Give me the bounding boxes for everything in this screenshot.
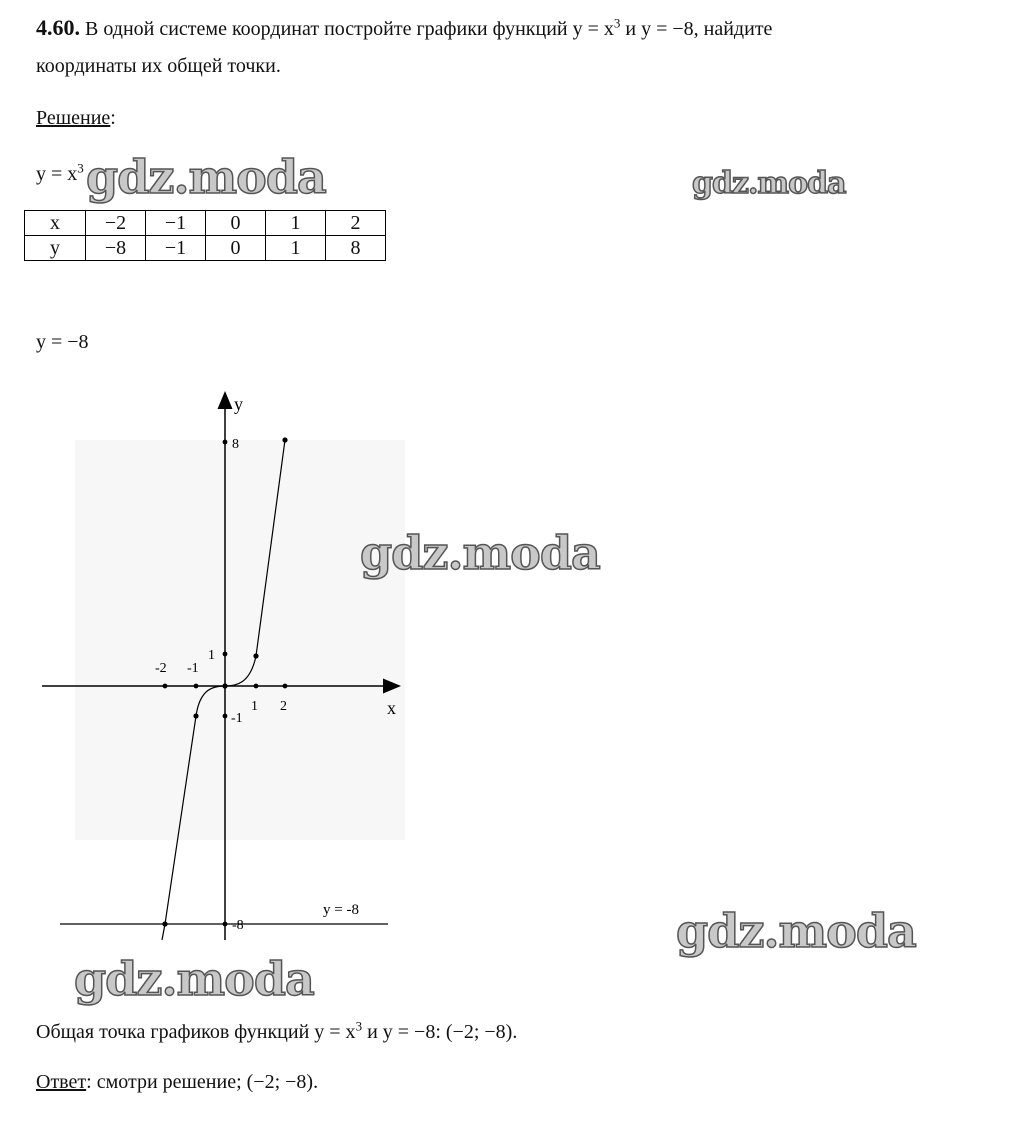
y-tick-8	[223, 440, 228, 445]
function-label-constant: y = −8	[36, 331, 89, 353]
table-cell: 1	[266, 236, 326, 261]
function-label-cubic	[36, 160, 84, 188]
problem-exponent: 3	[613, 15, 621, 31]
y-tick-label: -1	[231, 711, 243, 726]
function-graph	[0, 380, 420, 960]
values-table	[24, 210, 386, 261]
table-cell: −2	[86, 211, 146, 236]
y-tick-minus8	[223, 922, 228, 927]
x-tick-minus1	[194, 684, 199, 689]
common-point-text-b: и y = −8: (−2; −8).	[362, 1021, 518, 1043]
common-point-sentence	[36, 1018, 517, 1046]
y-tick-label: 1	[208, 648, 215, 663]
x-axis-label: x	[387, 698, 396, 718]
point-minus2-minus8	[162, 921, 167, 926]
table-cell: y	[25, 236, 86, 261]
table-row	[25, 211, 386, 236]
y-tick-label: -8	[232, 918, 244, 933]
x-tick-1	[254, 684, 259, 689]
y-tick-minus1	[223, 714, 228, 719]
watermark: gdz.moda	[360, 526, 600, 580]
table-cell: x	[25, 211, 86, 236]
answer-label: Ответ	[36, 1071, 87, 1093]
x-tick-label: -1	[187, 661, 199, 676]
solution-colon: :	[110, 107, 116, 129]
point-minus1-minus1	[193, 713, 198, 718]
table-cell: −1	[146, 236, 206, 261]
answer-text: : смотри решение; (−2; −8).	[86, 1071, 319, 1093]
line-y-minus-8-label: y = -8	[323, 902, 359, 918]
x-tick-label: 2	[280, 699, 287, 714]
function-label-cubic-exponent: 3	[77, 160, 84, 176]
solution-label: Решение	[36, 107, 111, 129]
x-tick-2	[283, 684, 288, 689]
common-point-text-a: Общая точка графиков функций y = x	[36, 1021, 356, 1043]
solution-heading	[36, 104, 116, 132]
table-cell: −8	[86, 236, 146, 261]
table-cell: −1	[146, 211, 206, 236]
graph-background	[75, 440, 405, 840]
point-1-1	[253, 653, 258, 658]
table-cell: 8	[326, 236, 386, 261]
watermark: gdz.moda	[692, 166, 846, 201]
table-cell: 1	[266, 211, 326, 236]
point-2-8	[282, 437, 287, 442]
function-label-cubic-text: y = x	[36, 163, 78, 185]
x-tick-minus2	[163, 684, 168, 689]
common-point-exponent: 3	[355, 1018, 363, 1034]
table-cell: 2	[326, 211, 386, 236]
problem-statement-line1	[36, 14, 772, 43]
watermark: gdz.moda	[676, 904, 916, 958]
watermark: gdz.moda	[74, 952, 314, 1006]
answer-line	[36, 1068, 318, 1096]
problem-text-b: и y = −8, найдите	[620, 18, 773, 40]
x-tick-label: -2	[155, 661, 167, 676]
problem-statement-line2: координаты их общей точки.	[36, 55, 281, 77]
table-row	[25, 236, 386, 261]
y-tick-label: 8	[232, 437, 239, 452]
point-origin	[222, 683, 227, 688]
table-cell: 0	[206, 236, 266, 261]
table-cell: 0	[206, 211, 266, 236]
problem-text-a: В одной системе координат постройте графики функций y = x	[85, 18, 614, 40]
y-axis-label: y	[234, 394, 243, 414]
y-tick-1	[223, 652, 228, 657]
problem-number: 4.60.	[36, 15, 80, 40]
x-tick-label: 1	[251, 699, 258, 714]
watermark: gdz.moda	[86, 150, 326, 204]
